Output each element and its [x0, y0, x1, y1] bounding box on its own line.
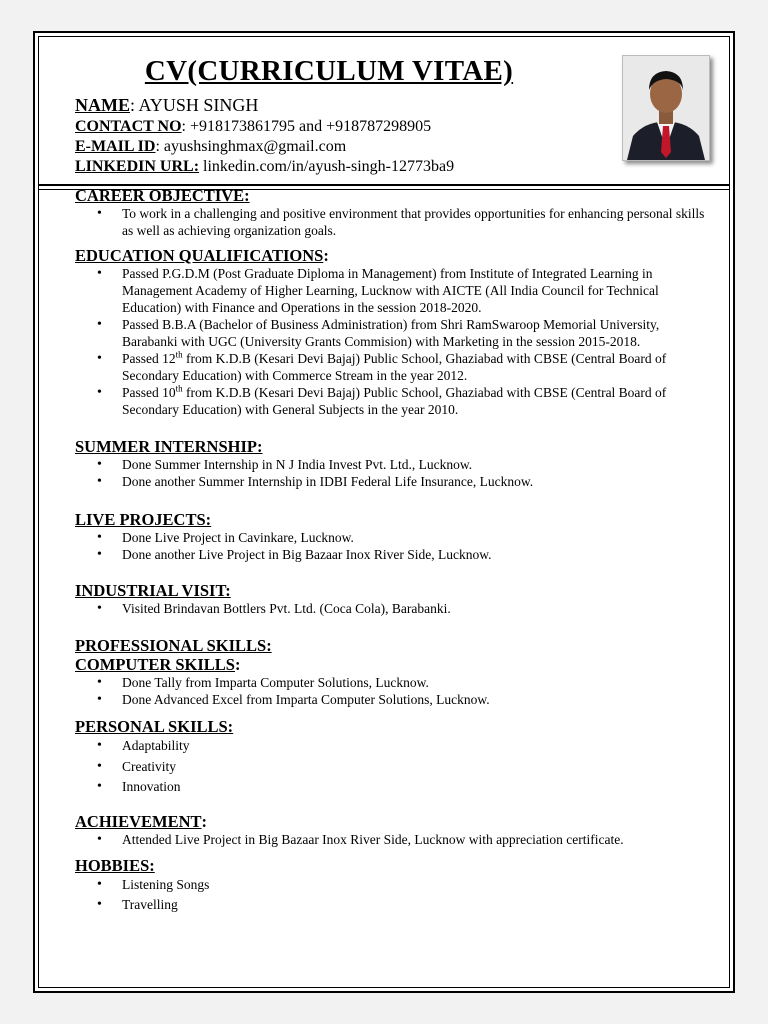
list-item: • Passed 10th from K.D.B (Kesari Devi Bajaj) Public School, Ghaziabad with CBSE (Central Board of Secondary Education) with General Subjects in the year 2010.	[75, 384, 715, 418]
profile-photo	[622, 55, 710, 161]
list-item: • Passed 12th from K.D.B (Kesari Devi Bajaj) Public School, Ghaziabad with CBSE (Central Board of Secondary Education) with Commerce Stream in the year 2012.	[75, 350, 715, 384]
linkedin-value[interactable]: linkedin.com/in/ayush-singh-12773ba9	[203, 158, 455, 175]
list-item: • Done Live Project in Cavinkare, Lucknow.	[75, 529, 715, 546]
section-heading-education: EDUCATION QUALIFICATIONS:	[75, 246, 329, 265]
section-heading-achievement: ACHIEVEMENT:	[75, 811, 208, 831]
email-value[interactable]: ayushsinghmax@gmail.com	[163, 138, 347, 155]
inner-border	[38, 36, 730, 988]
career-list	[75, 205, 715, 239]
linkedin-row	[75, 157, 454, 177]
list-item: • Done Tally from Imparta Computer Solutions, Lucknow.	[75, 674, 715, 691]
phone-label: CONTACT NO	[75, 118, 182, 135]
portrait-image	[623, 56, 709, 160]
name-label: NAME	[75, 95, 130, 115]
visit-list	[75, 600, 715, 617]
personal-list	[75, 736, 715, 798]
list-item: • Passed B.B.A (Bachelor of Business Administration) from Shri RamSwaroop Memorial University, Barabanki with UGC (University Grants Commision) with Marketing in the session 2015-2018.	[75, 316, 715, 350]
section-heading-visit: INDUSTRIAL VISIT:	[75, 581, 231, 600]
list-item: • Travelling	[75, 895, 715, 916]
linkedin-label: LINKEDIN URL:	[75, 158, 200, 175]
section-heading-career: CAREER OBJECTIVE:	[75, 186, 250, 205]
computer-list	[75, 674, 715, 708]
achievement-list	[75, 831, 715, 848]
list-item: • Done Summer Internship in N J India Invest Pvt. Ltd., Lucknow.	[75, 456, 715, 473]
resume-body	[75, 186, 715, 916]
list-item: • Innovation	[75, 777, 715, 798]
list-item: • Done another Summer Internship in IDBI Federal Life Insurance, Lucknow.	[75, 473, 715, 490]
resume-page	[33, 31, 735, 993]
section-heading-professional: PROFESSIONAL SKILLS:	[75, 636, 272, 655]
list-item: • Passed P.G.D.M (Post Graduate Diploma in Management) from Institute of Integrated Learning in Management Academy of Higher Learning, Lucknow with AICTE (All India Council for Technical Education) with Finance and Operations in the session 2018-2020.	[75, 265, 715, 316]
list-item: • Visited Brindavan Bottlers Pvt. Ltd. (Coca Cola), Barabanki.	[75, 600, 715, 617]
email-label: E-MAIL ID	[75, 138, 156, 155]
section-heading-personal: PERSONAL SKILLS:	[75, 717, 234, 736]
list-item: • To work in a challenging and positive environment that provides opportunities for enhancing personal skills as well as achieving organization goals.	[75, 205, 715, 239]
name-value: AYUSH SINGH	[138, 95, 259, 115]
list-item: • Done another Live Project in Big Bazaar Inox River Side, Lucknow.	[75, 546, 715, 563]
projects-list	[75, 529, 715, 563]
contact-block	[75, 95, 454, 177]
section-heading-computer: COMPUTER SKILLS:	[75, 655, 241, 674]
section-heading-internship: SUMMER INTERNSHIP:	[75, 437, 263, 456]
phone-row: CONTACT NO: +918173861795 and +918787298905	[75, 118, 432, 135]
email-row: E-MAIL ID: ayushsinghmax@gmail.com	[75, 138, 347, 155]
list-item: • Attended Live Project in Big Bazaar Inox River Side, Lucknow with appreciation certificate.	[75, 831, 715, 848]
hobbies-list	[75, 875, 715, 916]
list-item: • Adaptability	[75, 736, 715, 757]
section-heading-hobbies: HOBBIES:	[75, 855, 155, 875]
list-item: • Listening Songs	[75, 875, 715, 896]
section-heading-projects: LIVE PROJECTS:	[75, 510, 212, 529]
name-row: NAME: AYUSH SINGH	[75, 95, 259, 115]
phone-value: +918173861795 and +918787298905	[189, 118, 432, 135]
list-item: • Done Advanced Excel from Imparta Computer Solutions, Lucknow.	[75, 691, 715, 708]
internship-list	[75, 456, 715, 490]
education-list	[75, 265, 715, 418]
page-title: CV(CURRICULUM VITAE)	[144, 55, 514, 87]
list-item: • Creativity	[75, 757, 715, 778]
